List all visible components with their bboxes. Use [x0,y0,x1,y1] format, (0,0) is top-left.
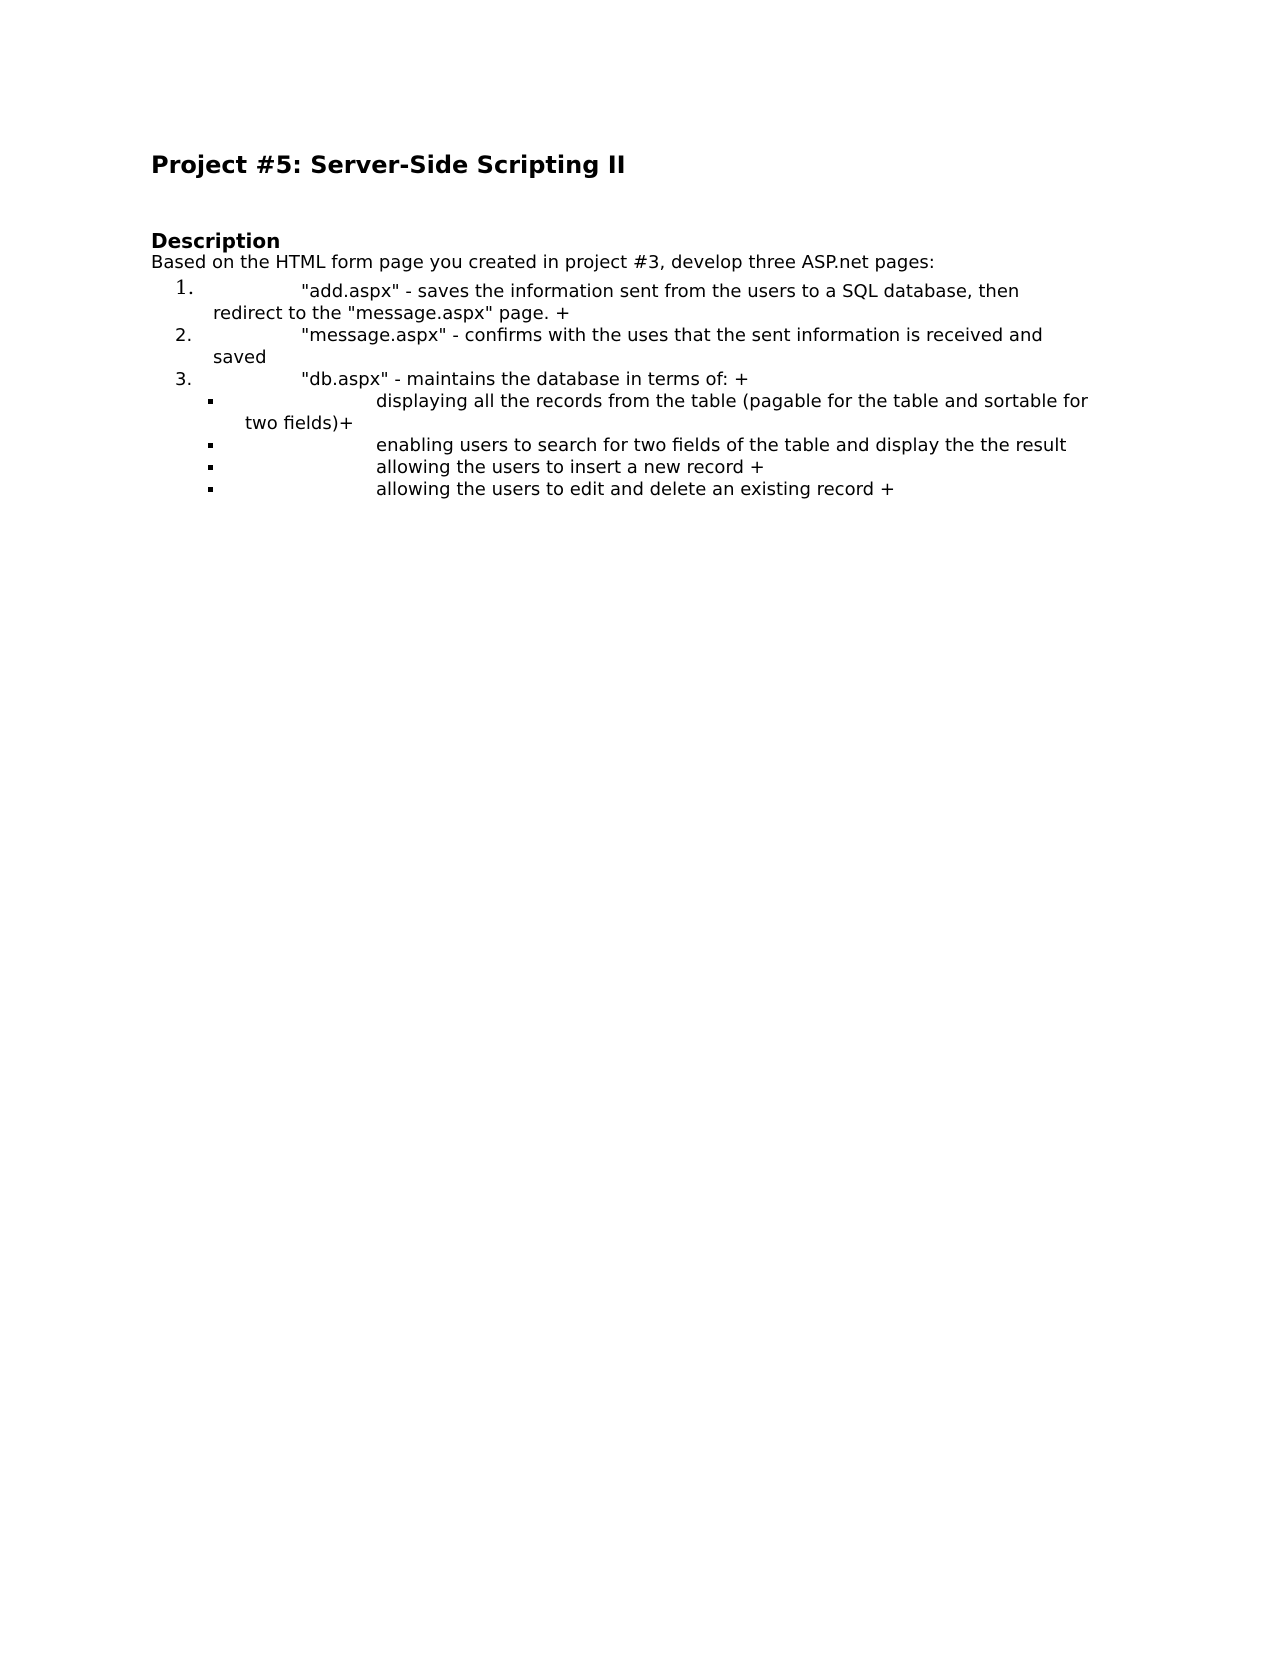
square-bullet-icon [208,443,213,448]
sub-list-item-text: allowing the users to edit and delete an existing record + [376,479,895,500]
sub-list-item-text: allowing the users to insert a new record + [376,457,765,478]
list-number: 1. [175,275,195,299]
square-bullet-icon [208,465,213,470]
list-number: 2. [175,325,193,346]
square-bullet-icon [208,487,213,492]
page-title: Project #5: Server-Side Scripting II [151,151,626,179]
list-item-text-continued: redirect to the "message.aspx" page. + [213,303,571,324]
list-item-text-continued: saved [213,347,267,368]
sub-list-item-text: enabling users to search for two fields of the table and display the the result [376,435,1067,456]
list-number: 3. [175,369,193,390]
list-item-text: "message.aspx" - confirms with the uses that the sent information is received and [301,325,1043,346]
square-bullet-icon [208,399,213,404]
section-heading-description: Description [151,229,281,253]
list-item-text: "db.aspx" - maintains the database in terms of: + [301,369,750,390]
sub-list-item-text-continued: two fields)+ [245,413,354,434]
sub-list-item-text: displaying all the records from the table (pagable for the table and sortable for [376,391,1088,412]
list-item-text: "add.aspx" - saves the information sent from the users to a SQL database, then [301,281,1020,302]
intro-paragraph: Based on the HTML form page you created in project #3, develop three ASP.net pages: [151,252,935,273]
